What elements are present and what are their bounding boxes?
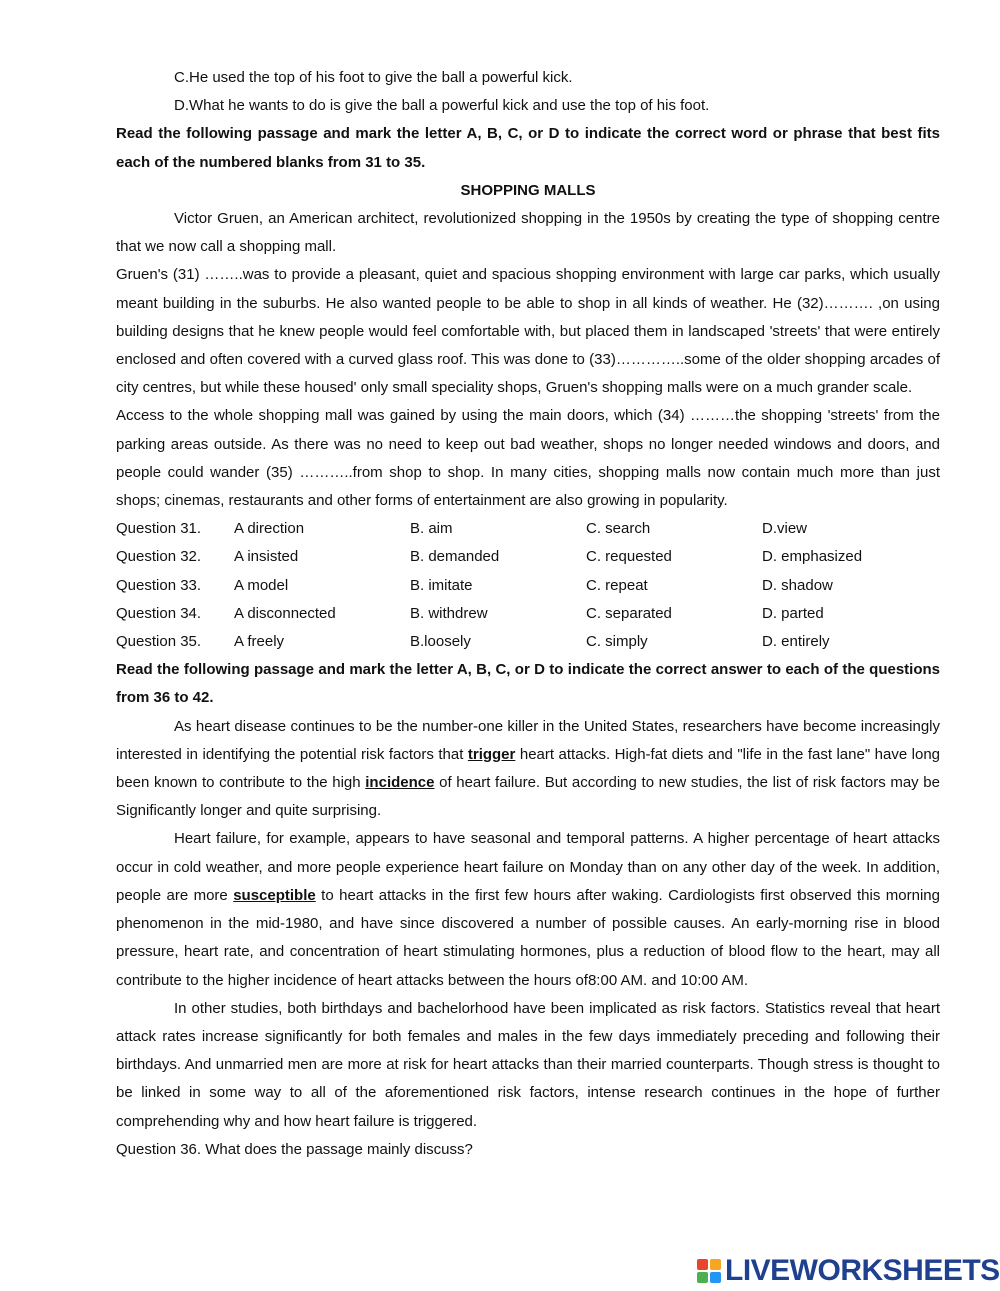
logo-tile-icon xyxy=(697,1259,708,1270)
section2-instruction: Read the following passage and mark the letter A, B, C, or D to indicate the correct answer to each of the questions from 36 to 42. xyxy=(116,661,940,707)
paragraph-text: Heart failure, for example, appears to have seasonal and temporal patterns. A higher percentage of heart attacks occur in cold weather, and more people experience heart failure on Monday than on any other day of the week. In addition, people are more xyxy=(116,830,940,904)
option-a[interactable]: A direction xyxy=(234,520,305,538)
question-list xyxy=(116,515,940,656)
paragraph-text: As heart disease continues to be the number-one killer in the United States, researchers have become increasingly interested in identifying the potential risk factors that xyxy=(116,717,940,763)
question-row-33 xyxy=(116,572,940,600)
paragraph-text: of heart failure. But according to new studies, the list of risk factors may be Significantly longer and quite surprising. xyxy=(116,774,940,820)
option-a[interactable]: A model xyxy=(234,576,289,594)
passage-title: SHOPPING MALLS xyxy=(460,181,596,199)
option-c[interactable]: C. requested xyxy=(586,548,672,566)
option-a[interactable]: A disconnected xyxy=(234,604,336,622)
option-c[interactable]: C. repeat xyxy=(586,576,648,594)
option-b[interactable]: B. aim xyxy=(410,520,453,538)
mall-paragraph-3: Access to the whole shopping mall was gained by using the main doors, which (34) ………the shopping 'streets' from the parking areas outside. As there was no need to keep out bad weather, shops no longer needed windows and doors, and people could wander (35) ………..from shop to shop. In many cities, shopping malls now contain much more than just shops; cinemas, restaurants and other forms of entertainment are also growing in popularity. xyxy=(116,407,940,510)
option-d[interactable]: D. parted xyxy=(762,604,824,622)
question-number: Question 34. xyxy=(116,604,202,622)
question-row-32 xyxy=(116,543,940,571)
paragraph-text: heart attacks. High-fat diets and "life in the fast lane" have long been known to contribute to the high xyxy=(116,745,940,792)
question-number: Question 33. xyxy=(116,576,202,594)
option-d[interactable]: D.view xyxy=(762,520,808,538)
logo-tile-icon xyxy=(710,1272,721,1283)
heart-paragraph-3: In other studies, both birthdays and bachelorhood have been implicated as risk factors. Statistics reveal that heart attack rates increase significantly for both females and males in the few days immediately preceding and following their birthdays. And unmarried men are more at risk for heart attacks than their married counterparts. Though stress is thought to be linked in some way to all of the aforementioned risk factors, intense research continues in the hope of further comprehending why and how heart failure is triggered. xyxy=(116,999,940,1130)
option-b[interactable]: B. demanded xyxy=(410,548,500,566)
question-36-prompt: Question 36. What does the passage mainly discuss? xyxy=(116,1140,473,1158)
option-a[interactable]: A freely xyxy=(234,633,285,651)
option-d[interactable]: D. entirely xyxy=(762,633,830,651)
option-b[interactable]: B.loosely xyxy=(410,633,471,651)
liveworksheets-logo xyxy=(697,1254,1000,1288)
question-row-35 xyxy=(116,628,940,656)
logo-mark-icon xyxy=(697,1259,721,1283)
option-d[interactable]: D. shadow xyxy=(762,576,833,594)
question-row-31 xyxy=(116,515,940,543)
option-c[interactable]: C. search xyxy=(586,520,651,538)
option-c[interactable]: C. simply xyxy=(586,633,648,651)
question-number: Question 35. xyxy=(116,633,202,651)
option-b[interactable]: B. imitate xyxy=(410,576,473,594)
question-number: Question 32. xyxy=(116,548,202,566)
logo-tile-icon xyxy=(697,1272,708,1283)
option-b[interactable]: B. withdrew xyxy=(410,604,488,622)
question-number: Question 31. xyxy=(116,520,202,538)
section1-instruction: Read the following passage and mark the letter A, B, C, or D to indicate the correct word or phrase that best fits each of the numbered blanks from 31 to 35. xyxy=(116,125,940,171)
worksheet-page xyxy=(116,64,940,1164)
option-c-text: C.He used the top of his foot to give the ball a powerful kick. xyxy=(174,69,573,86)
logo-text: LIVEWORKSHEETS xyxy=(725,1254,1000,1287)
mall-paragraph-1: Victor Gruen, an American architect, revolutionized shopping in the 1950s by creating the type of shopping centre that we now call a shopping mall. xyxy=(116,210,940,256)
vocab-word-incidence: incidence xyxy=(365,774,435,792)
paragraph-text: to heart attacks in the first few hours after waking. Cardiologists first observed this morning phenomenon in the mid-1980, and have since discovered a number of possible causes. An early-morning rise in blood pressure, heart rate, and concentration of heart stimulating hormones, plus a reduction of blood flow to the heart, may all contribute to the higher incidence of heart attacks between the hours of8:00 AM. and 10:00 AM. xyxy=(116,886,940,989)
vocab-word-susceptible: susceptible xyxy=(233,886,316,904)
question-row-34 xyxy=(116,600,940,628)
heart-paragraph-2 xyxy=(116,825,940,994)
mall-paragraph-2: Gruen's (31) ……..was to provide a pleasant, quiet and spacious shopping environment with large car parks, which usually meant building in the suburbs. He also wanted people to be able to shop in all kinds of weather. He (32)………. ,on using building designs that he knew people would feel comfortable with, but placed them in landscaped 'streets' that were entirely enclosed and often covered with a curved glass roof. This was done to (33)…………..some of the older shopping arcades of city centres, but while these housed' only small speciality shops, Gruen's shopping malls were on a much grander scale. xyxy=(116,266,940,397)
option-d[interactable]: D. emphasized xyxy=(762,548,863,566)
vocab-word-trigger: trigger xyxy=(467,745,516,763)
heart-paragraph-1 xyxy=(116,713,940,826)
logo-tile-icon xyxy=(710,1259,721,1270)
option-d-text: D.What he wants to do is give the ball a powerful kick and use the top of his foot. xyxy=(174,97,710,115)
option-a[interactable]: A insisted xyxy=(234,548,299,566)
option-c[interactable]: C. separated xyxy=(586,604,672,622)
